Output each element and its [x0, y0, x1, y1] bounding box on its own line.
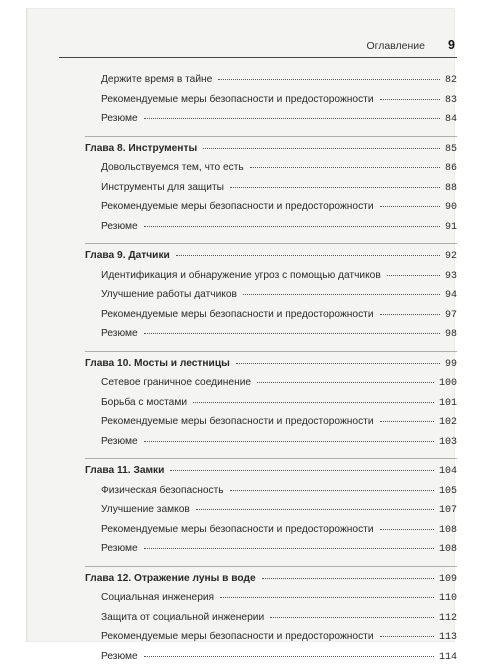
dot-leader — [176, 255, 440, 256]
dot-leader — [236, 363, 440, 364]
dot-leader — [270, 617, 434, 618]
dot-leader — [380, 529, 434, 530]
section-entry-title: Рекомендуемые меры безопасности и предосторожности — [85, 416, 377, 427]
dot-leader — [250, 167, 440, 168]
section-entry-title: Рекомендуемые меры безопасности и предосторожности — [85, 631, 377, 642]
dot-leader — [144, 118, 440, 119]
section-entry-title: Рекомендуемые меры безопасности и предосторожности — [85, 309, 377, 320]
section-entry-page: 103 — [437, 437, 457, 448]
section-entry-page: 82 — [443, 75, 457, 86]
chapter-separator — [85, 566, 457, 567]
section-entry[interactable] — [85, 74, 457, 94]
section-entry[interactable] — [85, 397, 457, 417]
book-page — [26, 8, 455, 642]
dot-leader — [144, 548, 434, 549]
section-entry-title: Довольствуемся тем, что есть — [85, 162, 247, 173]
chapter-entry-title: Глава 9. Датчики — [85, 250, 173, 261]
section-entry-page: 108 — [437, 525, 457, 536]
section-entry-page: 97 — [443, 310, 457, 321]
section-entry-page: 88 — [443, 183, 457, 194]
section-entry-title: Рекомендуемые меры безопасности и предосторожности — [85, 201, 377, 212]
page-number: 9 — [448, 38, 455, 52]
section-entry-title: Резюме — [85, 221, 141, 232]
section-entry[interactable] — [85, 221, 457, 241]
section-entry-title: Социальная инженерия — [85, 592, 217, 603]
dot-leader — [380, 206, 440, 207]
section-entry-page: 93 — [443, 271, 457, 282]
section-entry[interactable] — [85, 651, 457, 670]
section-entry-page: 110 — [437, 593, 457, 604]
section-entry-title: Рекомендуемые меры безопасности и предосторожности — [85, 524, 377, 535]
chapter-entry[interactable] — [85, 143, 457, 163]
section-entry-title: Рекомендуемые меры безопасности и предосторожности — [85, 94, 377, 105]
running-header — [59, 40, 457, 54]
section-entry-page: 84 — [443, 114, 457, 125]
chapter-entry-title: Глава 12. Отражение луны в воде — [85, 573, 259, 584]
section-entry-title: Борьба с мостами — [85, 397, 190, 408]
dot-leader — [380, 99, 440, 100]
dot-leader — [230, 490, 434, 491]
section-entry[interactable] — [85, 182, 457, 202]
section-entry[interactable] — [85, 416, 457, 436]
chapter-entry-title: Глава 10. Мосты и лестницы — [85, 358, 233, 369]
section-entry[interactable] — [85, 436, 457, 456]
section-entry-title: Резюме — [85, 113, 141, 124]
dot-leader — [170, 470, 434, 471]
chapter-entry-page: 109 — [437, 574, 457, 585]
dot-leader — [230, 187, 440, 188]
section-entry[interactable] — [85, 270, 457, 290]
dot-leader — [144, 441, 434, 442]
section-entry[interactable] — [85, 543, 457, 563]
section-entry-title: Резюме — [85, 543, 141, 554]
section-entry-page: 105 — [437, 486, 457, 497]
section-entry[interactable] — [85, 612, 457, 632]
section-entry[interactable] — [85, 631, 457, 651]
section-entry[interactable] — [85, 94, 457, 114]
dot-leader — [380, 421, 434, 422]
section-entry[interactable] — [85, 524, 457, 544]
section-entry-page: 114 — [437, 652, 457, 663]
chapter-separator — [85, 243, 457, 244]
chapter-entry-page: 104 — [437, 466, 457, 477]
section-entry-title: Держите время в тайне — [85, 74, 215, 85]
section-entry-page: 94 — [443, 290, 457, 301]
dot-leader — [144, 226, 440, 227]
section-entry-title: Защита от социальной инженерии — [85, 612, 267, 623]
table-of-contents — [85, 74, 457, 670]
dot-leader — [144, 656, 434, 657]
section-entry-page: 90 — [443, 202, 457, 213]
dot-leader — [380, 636, 434, 637]
chapter-entry[interactable] — [85, 465, 457, 485]
section-entry-title: Инструменты для защиты — [85, 182, 227, 193]
section-entry-page: 107 — [437, 505, 457, 516]
section-entry-page: 102 — [437, 417, 457, 428]
dot-leader — [262, 578, 434, 579]
section-entry-title: Резюме — [85, 651, 141, 662]
section-entry[interactable] — [85, 485, 457, 505]
dot-leader — [257, 382, 434, 383]
chapter-separator — [85, 351, 457, 352]
section-entry[interactable] — [85, 162, 457, 182]
chapter-separator — [85, 458, 457, 459]
section-entry-page: 100 — [437, 378, 457, 389]
section-entry-page: 91 — [443, 222, 457, 233]
chapter-entry-page: 92 — [443, 251, 457, 262]
section-entry-page: 86 — [443, 163, 457, 174]
section-entry[interactable] — [85, 377, 457, 397]
dot-leader — [380, 314, 440, 315]
chapter-entry[interactable] — [85, 358, 457, 378]
dot-leader — [220, 597, 434, 598]
chapter-entry[interactable] — [85, 250, 457, 270]
chapter-entry[interactable] — [85, 573, 457, 593]
dot-leader — [193, 402, 434, 403]
section-entry-page: 108 — [437, 544, 457, 555]
header-rule — [59, 57, 457, 58]
chapter-entry-title: Глава 11. Замки — [85, 465, 167, 476]
section-entry[interactable] — [85, 289, 457, 309]
chapter-separator — [85, 136, 457, 137]
section-entry[interactable] — [85, 201, 457, 221]
section-entry[interactable] — [85, 504, 457, 524]
section-entry-title: Резюме — [85, 328, 141, 339]
dot-leader — [196, 509, 434, 510]
chapter-entry-page: 85 — [443, 144, 457, 155]
section-entry[interactable] — [85, 592, 457, 612]
section-entry-title: Идентификация и обнаружение угроз с помощью датчиков — [85, 270, 384, 281]
chapter-entry-title: Глава 8. Инструменты — [85, 143, 200, 154]
dot-leader — [144, 333, 440, 334]
dot-leader — [387, 275, 440, 276]
section-entry-page: 112 — [437, 613, 457, 624]
section-entry[interactable] — [85, 328, 457, 348]
section-entry-page: 83 — [443, 95, 457, 106]
section-entry-title: Физическая безопасность — [85, 485, 227, 496]
section-entry-title: Улучшение замков — [85, 504, 193, 515]
dot-leader — [203, 148, 440, 149]
section-entry[interactable] — [85, 113, 457, 133]
section-entry[interactable] — [85, 309, 457, 329]
running-header-title: Оглавление — [366, 40, 425, 52]
section-entry-page: 113 — [437, 632, 457, 643]
dot-leader — [218, 79, 440, 80]
dot-leader — [243, 294, 440, 295]
section-entry-page: 98 — [443, 329, 457, 340]
section-entry-title: Улучшение работы датчиков — [85, 289, 240, 300]
section-entry-title: Резюме — [85, 436, 141, 447]
section-entry-page: 101 — [437, 398, 457, 409]
section-entry-title: Сетевое граничное соединение — [85, 377, 254, 388]
chapter-entry-page: 99 — [443, 359, 457, 370]
